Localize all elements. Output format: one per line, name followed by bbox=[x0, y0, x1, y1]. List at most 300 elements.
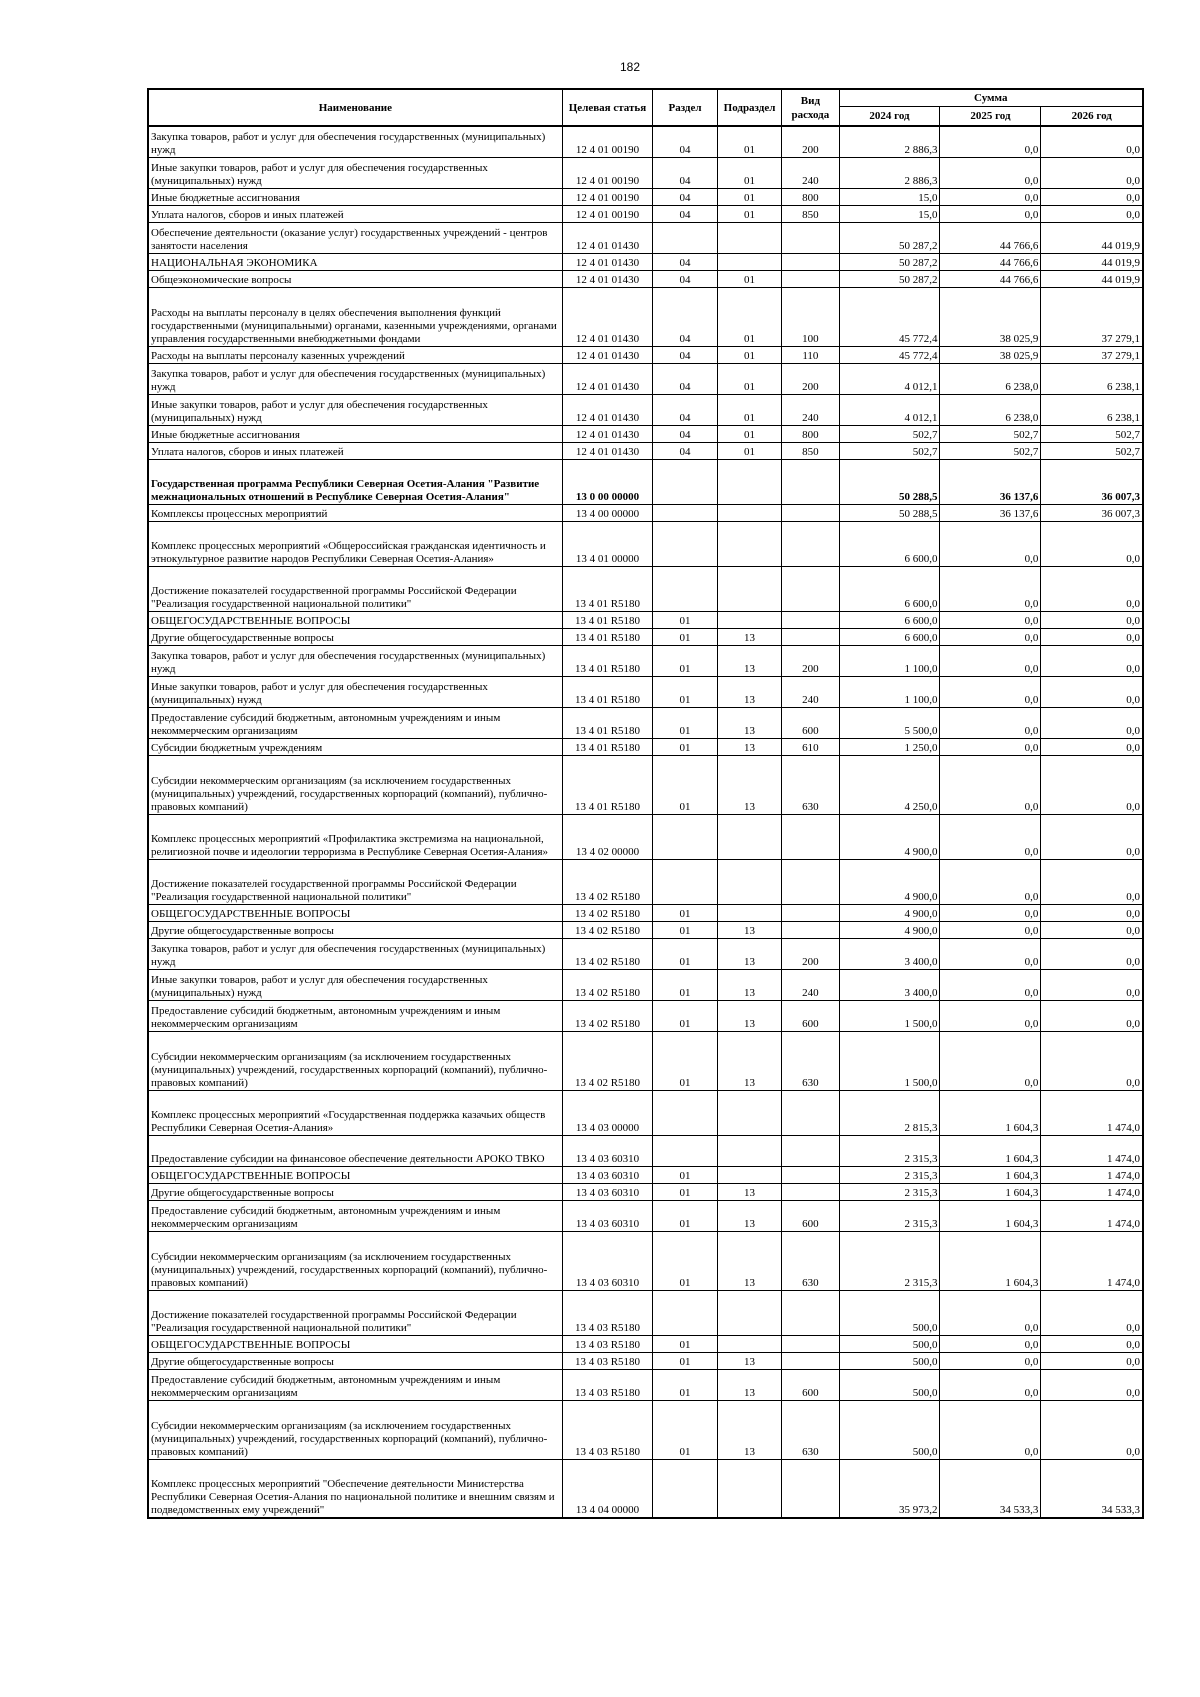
row-amount-2026-cell: 0,0 bbox=[1041, 1352, 1143, 1369]
row-expense-type-cell bbox=[782, 1166, 839, 1183]
table-row bbox=[148, 938, 1143, 969]
row-subsection-cell: 13 bbox=[717, 738, 782, 755]
row-amount-2024-cell: 2 315,3 bbox=[839, 1166, 940, 1183]
row-amount-2026-cell: 0,0 bbox=[1041, 1000, 1143, 1031]
table-row bbox=[148, 521, 1143, 566]
row-amount-2024-cell: 50 287,2 bbox=[839, 270, 940, 287]
row-expense-type-cell: 600 bbox=[782, 1000, 839, 1031]
table-row bbox=[148, 222, 1143, 253]
table-row bbox=[148, 1231, 1143, 1290]
row-amount-2026-cell: 502,7 bbox=[1041, 442, 1143, 459]
row-target-article-cell: 13 4 01 R5180 bbox=[562, 628, 653, 645]
row-name-cell: Иные закупки товаров, работ и услуг для обеспечения государственных (муниципальных) нужд bbox=[148, 394, 562, 425]
row-amount-2025-cell: 0,0 bbox=[940, 645, 1041, 676]
row-name-cell: Закупка товаров, работ и услуг для обеспечения государственных (муниципальных) нужд bbox=[148, 126, 562, 157]
row-amount-2026-cell: 0,0 bbox=[1041, 205, 1143, 222]
row-amount-2026-cell: 36 007,3 bbox=[1041, 504, 1143, 521]
row-target-article-cell: 13 4 01 R5180 bbox=[562, 707, 653, 738]
row-amount-2024-cell: 50 288,5 bbox=[839, 504, 940, 521]
row-amount-2025-cell: 38 025,9 bbox=[940, 287, 1041, 346]
row-target-article-cell: 13 4 03 60310 bbox=[562, 1200, 653, 1231]
row-name-cell: Общеэкономические вопросы bbox=[148, 270, 562, 287]
row-name-cell: Достижение показателей государственной программы Российской Федерации "Реализация государственной национальной политики" bbox=[148, 859, 562, 904]
row-subsection-cell: 13 bbox=[717, 1369, 782, 1400]
row-name-cell: Закупка товаров, работ и услуг для обеспечения государственных (муниципальных) нужд bbox=[148, 938, 562, 969]
row-expense-type-cell bbox=[782, 1135, 839, 1166]
row-amount-2025-cell: 502,7 bbox=[940, 442, 1041, 459]
row-section-cell: 01 bbox=[653, 1369, 718, 1400]
row-name-cell: Субсидии некоммерческим организациям (за исключением государственных (муниципальных) учреждений, государственных корпораций (компаний), публично-правовых компаний) bbox=[148, 755, 562, 814]
row-target-article-cell: 12 4 01 01430 bbox=[562, 222, 653, 253]
row-section-cell bbox=[653, 1459, 718, 1518]
row-target-article-cell: 12 4 01 01430 bbox=[562, 287, 653, 346]
row-section-cell: 01 bbox=[653, 1400, 718, 1459]
row-subsection-cell bbox=[717, 1135, 782, 1166]
row-expense-type-cell bbox=[782, 521, 839, 566]
row-amount-2026-cell: 0,0 bbox=[1041, 814, 1143, 859]
row-target-article-cell: 13 4 01 00000 bbox=[562, 521, 653, 566]
row-expense-type-cell: 630 bbox=[782, 1400, 839, 1459]
row-expense-type-cell: 240 bbox=[782, 157, 839, 188]
row-amount-2025-cell: 1 604,3 bbox=[940, 1231, 1041, 1290]
header-section: Раздел bbox=[653, 89, 718, 126]
row-section-cell: 01 bbox=[653, 1352, 718, 1369]
row-amount-2025-cell: 6 238,0 bbox=[940, 363, 1041, 394]
table-row bbox=[148, 904, 1143, 921]
row-subsection-cell bbox=[717, 222, 782, 253]
row-amount-2025-cell: 0,0 bbox=[940, 1290, 1041, 1335]
row-name-cell: Предоставление субсидии на финансовое обеспечение деятельности АРОКО ТВКО bbox=[148, 1135, 562, 1166]
row-name-cell: Другие общегосударственные вопросы bbox=[148, 921, 562, 938]
row-amount-2025-cell: 0,0 bbox=[940, 157, 1041, 188]
row-name-cell: Предоставление субсидий бюджетным, автономным учреждениям и иным некоммерческим организациям bbox=[148, 1369, 562, 1400]
row-target-article-cell: 12 4 01 01430 bbox=[562, 346, 653, 363]
row-expense-type-cell bbox=[782, 1459, 839, 1518]
row-section-cell: 04 bbox=[653, 425, 718, 442]
row-subsection-cell: 01 bbox=[717, 363, 782, 394]
row-amount-2026-cell: 0,0 bbox=[1041, 1290, 1143, 1335]
row-subsection-cell: 13 bbox=[717, 1400, 782, 1459]
row-amount-2024-cell: 2 315,3 bbox=[839, 1200, 940, 1231]
row-target-article-cell: 13 4 02 R5180 bbox=[562, 1031, 653, 1090]
row-section-cell: 04 bbox=[653, 188, 718, 205]
row-amount-2025-cell: 0,0 bbox=[940, 859, 1041, 904]
row-amount-2025-cell: 0,0 bbox=[940, 755, 1041, 814]
row-subsection-cell: 13 bbox=[717, 1000, 782, 1031]
row-amount-2025-cell: 0,0 bbox=[940, 1000, 1041, 1031]
row-amount-2024-cell: 2 315,3 bbox=[839, 1183, 940, 1200]
row-expense-type-cell: 600 bbox=[782, 1369, 839, 1400]
row-subsection-cell bbox=[717, 814, 782, 859]
row-amount-2026-cell: 502,7 bbox=[1041, 425, 1143, 442]
table-row bbox=[148, 566, 1143, 611]
row-expense-type-cell: 240 bbox=[782, 969, 839, 1000]
row-section-cell bbox=[653, 459, 718, 504]
row-section-cell: 01 bbox=[653, 938, 718, 969]
row-target-article-cell: 13 4 01 R5180 bbox=[562, 566, 653, 611]
row-amount-2024-cell: 6 600,0 bbox=[839, 628, 940, 645]
row-target-article-cell: 13 4 02 R5180 bbox=[562, 938, 653, 969]
row-amount-2026-cell: 0,0 bbox=[1041, 738, 1143, 755]
row-amount-2026-cell: 1 474,0 bbox=[1041, 1135, 1143, 1166]
row-target-article-cell: 13 4 03 60310 bbox=[562, 1183, 653, 1200]
row-section-cell bbox=[653, 859, 718, 904]
row-amount-2025-cell: 0,0 bbox=[940, 814, 1041, 859]
row-amount-2025-cell: 0,0 bbox=[940, 1369, 1041, 1400]
row-section-cell: 04 bbox=[653, 394, 718, 425]
header-year-2026: 2026 год bbox=[1041, 107, 1143, 127]
table-row bbox=[148, 1200, 1143, 1231]
row-target-article-cell: 12 4 01 01430 bbox=[562, 270, 653, 287]
header-year-2025: 2025 год bbox=[940, 107, 1041, 127]
row-name-cell: Закупка товаров, работ и услуг для обеспечения государственных (муниципальных) нужд bbox=[148, 363, 562, 394]
row-section-cell bbox=[653, 504, 718, 521]
row-amount-2026-cell: 37 279,1 bbox=[1041, 346, 1143, 363]
table-row bbox=[148, 188, 1143, 205]
row-amount-2024-cell: 500,0 bbox=[839, 1400, 940, 1459]
row-amount-2026-cell: 0,0 bbox=[1041, 628, 1143, 645]
row-subsection-cell: 01 bbox=[717, 394, 782, 425]
table-row bbox=[148, 1000, 1143, 1031]
row-amount-2024-cell: 1 100,0 bbox=[839, 676, 940, 707]
row-amount-2025-cell: 36 137,6 bbox=[940, 504, 1041, 521]
row-target-article-cell: 12 4 01 00190 bbox=[562, 205, 653, 222]
row-expense-type-cell bbox=[782, 253, 839, 270]
row-target-article-cell: 12 4 01 01430 bbox=[562, 394, 653, 425]
row-amount-2025-cell: 44 766,6 bbox=[940, 253, 1041, 270]
row-section-cell: 01 bbox=[653, 1183, 718, 1200]
row-target-article-cell: 13 4 02 R5180 bbox=[562, 1000, 653, 1031]
row-name-cell: Комплекс процессных мероприятий «Профилактика экстремизма на национальной, религиозной почве и идеологии терроризма в Республике Северная Осетия-Алания» bbox=[148, 814, 562, 859]
row-section-cell: 04 bbox=[653, 157, 718, 188]
row-subsection-cell: 13 bbox=[717, 1200, 782, 1231]
row-name-cell: Расходы на выплаты персоналу в целях обеспечения выполнения функций государственными (муниципальными) органами, казенными учреждениями, органами управления государственными внебюджетными фондами bbox=[148, 287, 562, 346]
row-amount-2024-cell: 45 772,4 bbox=[839, 287, 940, 346]
table-row bbox=[148, 628, 1143, 645]
row-amount-2025-cell: 0,0 bbox=[940, 566, 1041, 611]
page-number: 182 bbox=[619, 60, 641, 74]
row-section-cell: 04 bbox=[653, 270, 718, 287]
row-subsection-cell: 13 bbox=[717, 1031, 782, 1090]
row-amount-2024-cell: 1 100,0 bbox=[839, 645, 940, 676]
row-subsection-cell: 01 bbox=[717, 270, 782, 287]
row-target-article-cell: 13 4 01 R5180 bbox=[562, 676, 653, 707]
row-target-article-cell: 13 4 03 00000 bbox=[562, 1090, 653, 1135]
row-amount-2024-cell: 2 886,3 bbox=[839, 157, 940, 188]
row-expense-type-cell bbox=[782, 904, 839, 921]
row-expense-type-cell: 200 bbox=[782, 938, 839, 969]
row-amount-2025-cell: 0,0 bbox=[940, 938, 1041, 969]
row-name-cell: Государственная программа Республики Северная Осетия-Алания "Развитие межнациональных отношений в Республике Северная Осетия-Алания" bbox=[148, 459, 562, 504]
row-amount-2025-cell: 0,0 bbox=[940, 126, 1041, 157]
row-subsection-cell: 13 bbox=[717, 921, 782, 938]
row-subsection-cell: 01 bbox=[717, 157, 782, 188]
row-amount-2025-cell: 0,0 bbox=[940, 921, 1041, 938]
row-subsection-cell: 13 bbox=[717, 628, 782, 645]
table-row bbox=[148, 814, 1143, 859]
row-target-article-cell: 13 4 01 R5180 bbox=[562, 611, 653, 628]
row-target-article-cell: 13 4 02 R5180 bbox=[562, 969, 653, 1000]
row-expense-type-cell: 850 bbox=[782, 442, 839, 459]
row-amount-2025-cell: 44 766,6 bbox=[940, 222, 1041, 253]
row-amount-2025-cell: 34 533,3 bbox=[940, 1459, 1041, 1518]
row-expense-type-cell bbox=[782, 1290, 839, 1335]
row-subsection-cell: 01 bbox=[717, 346, 782, 363]
header-year-2024: 2024 год bbox=[839, 107, 940, 127]
row-name-cell: Субсидии некоммерческим организациям (за исключением государственных (муниципальных) учреждений, государственных корпораций (компаний), публично-правовых компаний) bbox=[148, 1231, 562, 1290]
table-row bbox=[148, 253, 1143, 270]
row-expense-type-cell: 240 bbox=[782, 394, 839, 425]
row-amount-2026-cell: 1 474,0 bbox=[1041, 1183, 1143, 1200]
row-amount-2026-cell: 0,0 bbox=[1041, 566, 1143, 611]
table-row bbox=[148, 611, 1143, 628]
row-amount-2024-cell: 6 600,0 bbox=[839, 566, 940, 611]
row-section-cell bbox=[653, 521, 718, 566]
row-amount-2026-cell: 1 474,0 bbox=[1041, 1090, 1143, 1135]
row-amount-2025-cell: 0,0 bbox=[940, 904, 1041, 921]
row-amount-2025-cell: 0,0 bbox=[940, 1031, 1041, 1090]
row-subsection-cell bbox=[717, 253, 782, 270]
row-name-cell: Комплексы процессных мероприятий bbox=[148, 504, 562, 521]
row-name-cell: Комплекс процессных мероприятий «Общероссийская гражданская идентичность и этнокультурное развитие народов Республики Северная Осетия-Алания» bbox=[148, 521, 562, 566]
table-row bbox=[148, 738, 1143, 755]
table-row bbox=[148, 346, 1143, 363]
table-row bbox=[148, 859, 1143, 904]
row-subsection-cell: 01 bbox=[717, 425, 782, 442]
row-name-cell: Уплата налогов, сборов и иных платежей bbox=[148, 205, 562, 222]
row-amount-2026-cell: 0,0 bbox=[1041, 1400, 1143, 1459]
table-row bbox=[148, 1135, 1143, 1166]
row-amount-2025-cell: 1 604,3 bbox=[940, 1135, 1041, 1166]
row-amount-2024-cell: 502,7 bbox=[839, 425, 940, 442]
row-target-article-cell: 13 4 02 R5180 bbox=[562, 904, 653, 921]
row-amount-2026-cell: 0,0 bbox=[1041, 126, 1143, 157]
row-amount-2025-cell: 0,0 bbox=[940, 188, 1041, 205]
row-name-cell: Обеспечение деятельности (оказание услуг) государственных учреждений - центров занятости населения bbox=[148, 222, 562, 253]
table-row bbox=[148, 459, 1143, 504]
row-subsection-cell: 13 bbox=[717, 755, 782, 814]
row-target-article-cell: 13 4 03 R5180 bbox=[562, 1369, 653, 1400]
row-expense-type-cell bbox=[782, 1183, 839, 1200]
row-expense-type-cell: 600 bbox=[782, 707, 839, 738]
row-amount-2026-cell: 0,0 bbox=[1041, 676, 1143, 707]
row-expense-type-cell: 110 bbox=[782, 346, 839, 363]
row-subsection-cell bbox=[717, 1459, 782, 1518]
row-subsection-cell: 13 bbox=[717, 1183, 782, 1200]
row-target-article-cell: 13 4 03 R5180 bbox=[562, 1290, 653, 1335]
row-amount-2026-cell: 0,0 bbox=[1041, 707, 1143, 738]
row-amount-2026-cell: 1 474,0 bbox=[1041, 1231, 1143, 1290]
row-amount-2026-cell: 6 238,1 bbox=[1041, 394, 1143, 425]
row-subsection-cell bbox=[717, 904, 782, 921]
row-name-cell: Достижение показателей государственной программы Российской Федерации "Реализация государственной национальной политики" bbox=[148, 1290, 562, 1335]
row-amount-2025-cell: 0,0 bbox=[940, 611, 1041, 628]
table-row bbox=[148, 425, 1143, 442]
row-subsection-cell bbox=[717, 521, 782, 566]
row-expense-type-cell bbox=[782, 921, 839, 938]
header-target-article: Целевая статья bbox=[562, 89, 653, 126]
row-amount-2024-cell: 4 900,0 bbox=[839, 814, 940, 859]
row-target-article-cell: 12 4 01 00190 bbox=[562, 188, 653, 205]
row-expense-type-cell bbox=[782, 859, 839, 904]
row-subsection-cell: 13 bbox=[717, 676, 782, 707]
row-amount-2024-cell: 6 600,0 bbox=[839, 611, 940, 628]
row-amount-2024-cell: 4 900,0 bbox=[839, 921, 940, 938]
budget-table bbox=[147, 88, 1144, 1519]
table-row bbox=[148, 921, 1143, 938]
row-amount-2026-cell: 0,0 bbox=[1041, 157, 1143, 188]
row-target-article-cell: 13 4 01 R5180 bbox=[562, 738, 653, 755]
row-amount-2024-cell: 500,0 bbox=[839, 1335, 940, 1352]
row-amount-2024-cell: 4 012,1 bbox=[839, 363, 940, 394]
row-amount-2025-cell: 502,7 bbox=[940, 425, 1041, 442]
row-expense-type-cell: 850 bbox=[782, 205, 839, 222]
row-amount-2026-cell: 0,0 bbox=[1041, 611, 1143, 628]
row-amount-2024-cell: 50 288,5 bbox=[839, 459, 940, 504]
table-row bbox=[148, 707, 1143, 738]
table-row bbox=[148, 645, 1143, 676]
row-target-article-cell: 12 4 01 01430 bbox=[562, 253, 653, 270]
row-amount-2026-cell: 1 474,0 bbox=[1041, 1166, 1143, 1183]
row-target-article-cell: 12 4 01 01430 bbox=[562, 363, 653, 394]
table-row bbox=[148, 1183, 1143, 1200]
row-amount-2024-cell: 2 315,3 bbox=[839, 1135, 940, 1166]
row-name-cell: Достижение показателей государственной программы Российской Федерации "Реализация государственной национальной политики" bbox=[148, 566, 562, 611]
table-row bbox=[148, 1369, 1143, 1400]
row-amount-2025-cell: 0,0 bbox=[940, 1352, 1041, 1369]
row-expense-type-cell: 630 bbox=[782, 1031, 839, 1090]
row-expense-type-cell: 240 bbox=[782, 676, 839, 707]
row-section-cell: 04 bbox=[653, 287, 718, 346]
row-subsection-cell bbox=[717, 1090, 782, 1135]
table-row bbox=[148, 504, 1143, 521]
row-target-article-cell: 12 4 01 00190 bbox=[562, 157, 653, 188]
row-target-article-cell: 13 4 03 R5180 bbox=[562, 1352, 653, 1369]
row-subsection-cell: 13 bbox=[717, 707, 782, 738]
row-expense-type-cell bbox=[782, 222, 839, 253]
row-expense-type-cell: 200 bbox=[782, 126, 839, 157]
row-amount-2025-cell: 44 766,6 bbox=[940, 270, 1041, 287]
row-expense-type-cell bbox=[782, 628, 839, 645]
row-name-cell: Другие общегосударственные вопросы bbox=[148, 1183, 562, 1200]
row-expense-type-cell: 630 bbox=[782, 1231, 839, 1290]
row-section-cell: 01 bbox=[653, 1166, 718, 1183]
row-amount-2025-cell: 0,0 bbox=[940, 521, 1041, 566]
row-target-article-cell: 12 4 01 01430 bbox=[562, 425, 653, 442]
row-amount-2026-cell: 0,0 bbox=[1041, 969, 1143, 1000]
row-amount-2026-cell: 0,0 bbox=[1041, 1369, 1143, 1400]
row-amount-2025-cell: 1 604,3 bbox=[940, 1090, 1041, 1135]
row-expense-type-cell: 630 bbox=[782, 755, 839, 814]
row-expense-type-cell: 200 bbox=[782, 363, 839, 394]
row-section-cell: 04 bbox=[653, 205, 718, 222]
row-name-cell: Уплата налогов, сборов и иных платежей bbox=[148, 442, 562, 459]
row-amount-2025-cell: 36 137,6 bbox=[940, 459, 1041, 504]
row-name-cell: Иные бюджетные ассигнования bbox=[148, 425, 562, 442]
table-row bbox=[148, 676, 1143, 707]
row-name-cell: Иные закупки товаров, работ и услуг для обеспечения государственных (муниципальных) нужд bbox=[148, 676, 562, 707]
table-row bbox=[148, 1290, 1143, 1335]
row-amount-2026-cell: 44 019,9 bbox=[1041, 270, 1143, 287]
row-amount-2024-cell: 500,0 bbox=[839, 1369, 940, 1400]
row-amount-2026-cell: 34 533,3 bbox=[1041, 1459, 1143, 1518]
row-amount-2025-cell: 0,0 bbox=[940, 676, 1041, 707]
table-header bbox=[148, 89, 1143, 126]
row-section-cell bbox=[653, 1135, 718, 1166]
row-name-cell: Закупка товаров, работ и услуг для обеспечения государственных (муниципальных) нужд bbox=[148, 645, 562, 676]
row-amount-2024-cell: 1 500,0 bbox=[839, 1031, 940, 1090]
row-name-cell: Комплекс процессных мероприятий «Государственная поддержка казачьих обществ Республики Северная Осетия-Алания» bbox=[148, 1090, 562, 1135]
row-expense-type-cell: 100 bbox=[782, 287, 839, 346]
row-target-article-cell: 12 4 01 01430 bbox=[562, 442, 653, 459]
row-section-cell: 01 bbox=[653, 904, 718, 921]
row-amount-2024-cell: 2 315,3 bbox=[839, 1231, 940, 1290]
row-subsection-cell: 13 bbox=[717, 969, 782, 1000]
row-amount-2025-cell: 38 025,9 bbox=[940, 346, 1041, 363]
row-section-cell: 01 bbox=[653, 1031, 718, 1090]
table-row bbox=[148, 157, 1143, 188]
row-target-article-cell: 13 4 00 00000 bbox=[562, 504, 653, 521]
row-target-article-cell: 13 4 03 R5180 bbox=[562, 1335, 653, 1352]
row-amount-2026-cell: 0,0 bbox=[1041, 904, 1143, 921]
row-amount-2026-cell: 0,0 bbox=[1041, 859, 1143, 904]
row-amount-2024-cell: 35 973,2 bbox=[839, 1459, 940, 1518]
table-row bbox=[148, 1459, 1143, 1518]
row-subsection-cell bbox=[717, 1166, 782, 1183]
row-name-cell: Субсидии некоммерческим организациям (за исключением государственных (муниципальных) учреждений, государственных корпораций (компаний), публично-правовых компаний) bbox=[148, 1031, 562, 1090]
row-target-article-cell: 13 4 02 R5180 bbox=[562, 859, 653, 904]
row-section-cell bbox=[653, 566, 718, 611]
row-amount-2025-cell: 0,0 bbox=[940, 628, 1041, 645]
row-section-cell: 01 bbox=[653, 738, 718, 755]
row-section-cell: 01 bbox=[653, 645, 718, 676]
table-body bbox=[148, 126, 1143, 1518]
table-row bbox=[148, 270, 1143, 287]
table-row bbox=[148, 969, 1143, 1000]
row-expense-type-cell bbox=[782, 566, 839, 611]
row-section-cell: 01 bbox=[653, 1335, 718, 1352]
row-section-cell: 04 bbox=[653, 126, 718, 157]
row-amount-2024-cell: 15,0 bbox=[839, 205, 940, 222]
table-row bbox=[148, 363, 1143, 394]
table-row bbox=[148, 1400, 1143, 1459]
row-amount-2024-cell: 2 815,3 bbox=[839, 1090, 940, 1135]
row-amount-2024-cell: 1 500,0 bbox=[839, 1000, 940, 1031]
row-name-cell: Субсидии некоммерческим организациям (за исключением государственных (муниципальных) учреждений, государственных корпораций (компаний), публично-правовых компаний) bbox=[148, 1400, 562, 1459]
row-target-article-cell: 13 4 02 00000 bbox=[562, 814, 653, 859]
row-amount-2024-cell: 4 012,1 bbox=[839, 394, 940, 425]
row-expense-type-cell bbox=[782, 1090, 839, 1135]
row-name-cell: Иные бюджетные ассигнования bbox=[148, 188, 562, 205]
row-subsection-cell bbox=[717, 1290, 782, 1335]
header-subsection: Подраздел bbox=[717, 89, 782, 126]
row-subsection-cell: 01 bbox=[717, 442, 782, 459]
row-expense-type-cell: 610 bbox=[782, 738, 839, 755]
row-amount-2026-cell: 0,0 bbox=[1041, 645, 1143, 676]
row-name-cell: Предоставление субсидий бюджетным, автономным учреждениям и иным некоммерческим организациям bbox=[148, 707, 562, 738]
row-subsection-cell: 13 bbox=[717, 938, 782, 969]
row-amount-2024-cell: 1 250,0 bbox=[839, 738, 940, 755]
row-amount-2024-cell: 3 400,0 bbox=[839, 969, 940, 1000]
row-section-cell: 01 bbox=[653, 1200, 718, 1231]
row-amount-2024-cell: 502,7 bbox=[839, 442, 940, 459]
row-target-article-cell: 13 4 03 60310 bbox=[562, 1135, 653, 1166]
row-amount-2024-cell: 5 500,0 bbox=[839, 707, 940, 738]
row-target-article-cell: 13 4 03 60310 bbox=[562, 1166, 653, 1183]
row-expense-type-cell bbox=[782, 504, 839, 521]
row-target-article-cell: 12 4 01 00190 bbox=[562, 126, 653, 157]
row-expense-type-cell bbox=[782, 1352, 839, 1369]
